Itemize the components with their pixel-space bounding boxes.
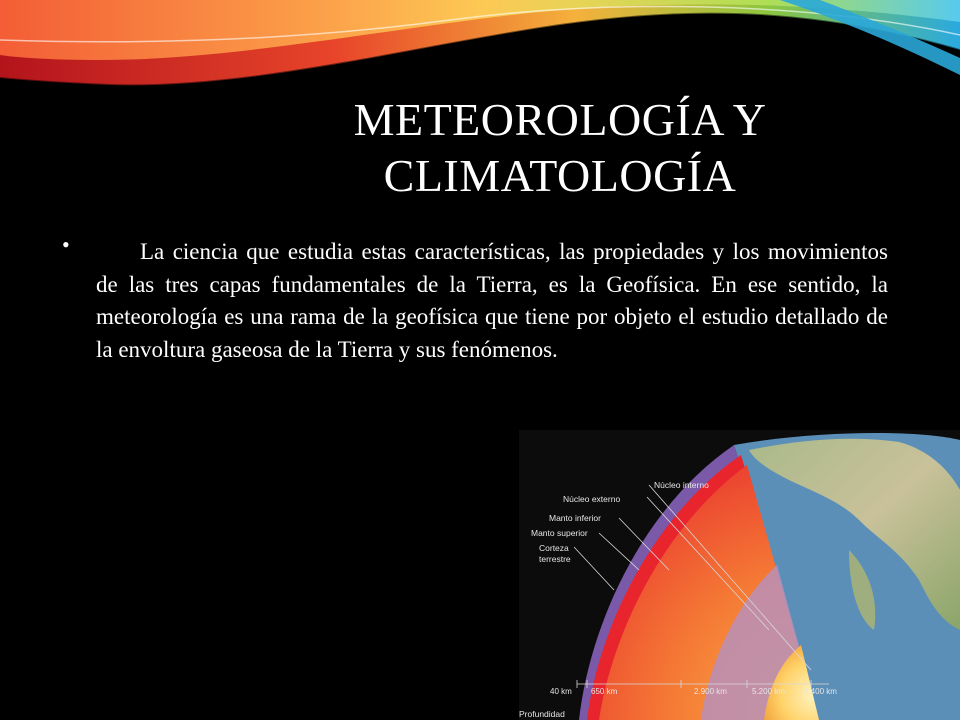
label-crust-line-1: Corteza: [539, 543, 569, 553]
label-outer-core: Núcleo externo: [563, 494, 621, 504]
earth-layers-diagram: [519, 430, 960, 720]
depth-tick-2900: 2.900 km: [694, 687, 727, 696]
depth-tick-5200: 5.200 km: [752, 687, 785, 696]
depth-tick-6400: 6.400 km: [804, 687, 837, 696]
label-lower-mantle: Manto inferior: [549, 513, 601, 523]
body-paragraph: La ciencia que estudia estas características, las propiedades y los movimientos de las tres capas fundamentales de la Tierra, es la Geofísica. En ese sentido, la meteorología es una rama de la geofísica que tiene por objeto el estudio detallado de la envoltura gaseosa de la Tierra y sus fenómenos.: [96, 239, 888, 362]
title-line-1: METEOROLOGÍA Y: [353, 94, 767, 145]
label-crust-line-2: terrestre: [539, 554, 571, 564]
bullet-icon: •: [62, 232, 70, 257]
depth-tick-40: 40 km: [550, 687, 572, 696]
title-line-2: CLIMATOLOGÍA: [383, 150, 737, 201]
depth-tick-650: 650 km: [591, 687, 618, 696]
depth-axis-label: Profundidad: [519, 709, 565, 719]
slide-title: [230, 92, 890, 204]
label-upper-mantle: Manto superior: [531, 528, 588, 538]
label-inner-core: Núcleo interno: [654, 480, 709, 490]
